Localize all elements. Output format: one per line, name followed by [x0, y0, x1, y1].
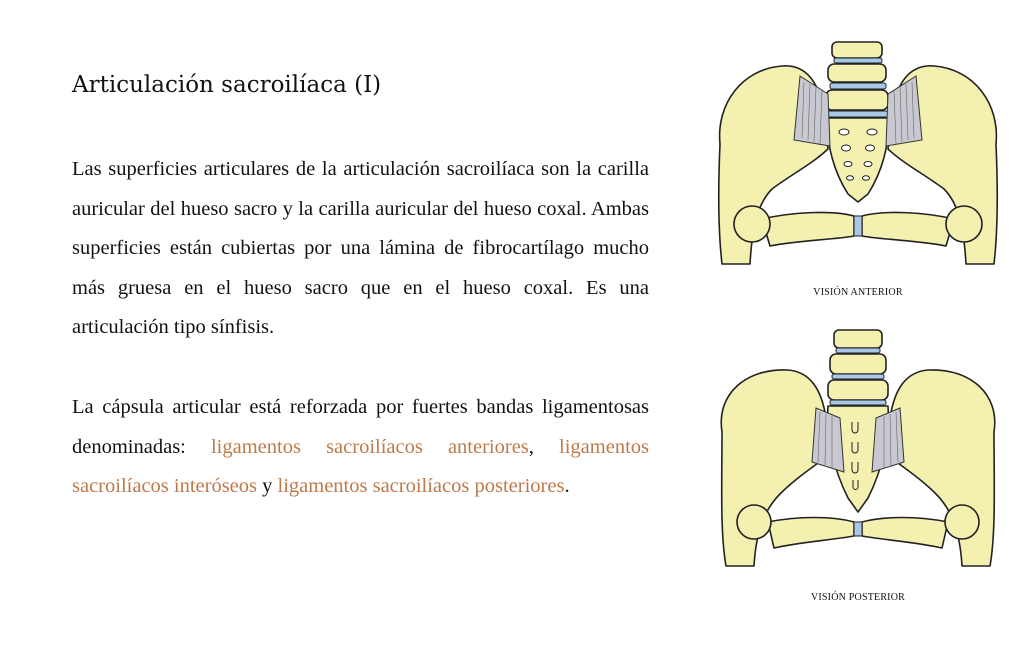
capsule-intro-text: La cápsula articular está reforzada por fuertes bandas ligamentosas denominadas:: [72, 395, 649, 458]
term-interosseous-ligaments: ligamentos sacroilíacos interóseos: [72, 435, 649, 498]
pelvis-posterior-illustration: [712, 322, 1004, 578]
term-posterior-ligaments: ligamentos sacroilíacos posteriores: [277, 475, 565, 498]
paragraph-capsule: [72, 388, 649, 507]
separator-comma: ,: [528, 435, 560, 458]
term-anterior-ligaments: ligamentos sacroilíacos anteriores: [210, 435, 529, 458]
caption-posterior-view: VISIÓN POSTERIOR: [810, 592, 906, 603]
page-title: Articulación sacroilíaca (I): [72, 72, 382, 98]
paragraph-articular-surfaces: Las superficies articulares de la articulación sacroilíaca son la carilla auricular del hueso sacro y la carilla auricular del hueso coxal. Ambas superficies están cubiertas por una lámina de fibrocartílago mucho más gruesa en el hueso sacro que en el hueso coxal. Es una articulación tipo sínfisis.: [72, 158, 649, 339]
separator-and: y: [257, 475, 278, 498]
caption-anterior-view: VISIÓN ANTERIOR: [813, 287, 903, 298]
pelvis-anterior-illustration: [712, 14, 1004, 276]
paragraph-end: .: [564, 475, 570, 498]
text-column: [72, 150, 649, 507]
